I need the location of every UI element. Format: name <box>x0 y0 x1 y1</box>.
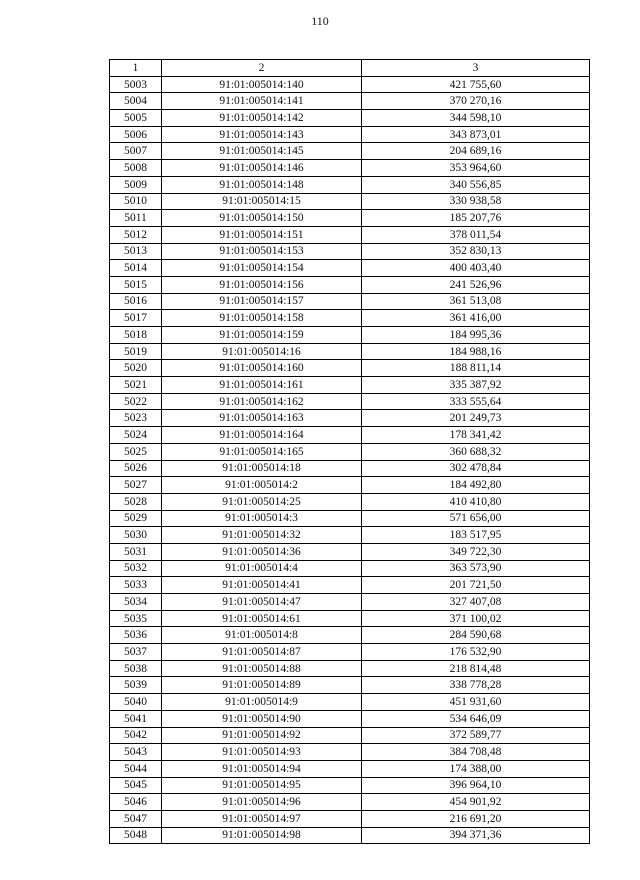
cadastral-number-cell: 91:01:005014:8 <box>162 627 362 644</box>
value-cell: 384 708,48 <box>362 744 590 761</box>
value-cell: 176 532,90 <box>362 644 590 661</box>
cadastral-number-cell: 91:01:005014:160 <box>162 360 362 377</box>
row-number-cell: 5004 <box>110 93 162 110</box>
table-row <box>110 377 590 394</box>
cadastral-number-cell: 91:01:005014:142 <box>162 110 362 127</box>
cadastral-number-cell: 91:01:005014:94 <box>162 760 362 777</box>
value-cell: 183 517,95 <box>362 527 590 544</box>
row-number-cell: 5031 <box>110 543 162 560</box>
cadastral-number-cell: 91:01:005014:97 <box>162 810 362 827</box>
value-cell: 340 556,85 <box>362 176 590 193</box>
value-cell: 361 513,08 <box>362 293 590 310</box>
value-cell: 241 526,96 <box>362 276 590 293</box>
cadastral-number-cell: 91:01:005014:3 <box>162 510 362 527</box>
cadastral-number-cell: 91:01:005014:87 <box>162 644 362 661</box>
row-number-cell: 5034 <box>110 594 162 611</box>
table-row <box>110 327 590 344</box>
cadastral-number-cell: 91:01:005014:151 <box>162 226 362 243</box>
row-number-cell: 5048 <box>110 827 162 844</box>
table-row <box>110 460 590 477</box>
value-cell: 451 931,60 <box>362 694 590 711</box>
row-number-cell: 5020 <box>110 360 162 377</box>
cadastral-number-cell: 91:01:005014:156 <box>162 276 362 293</box>
table-row <box>110 527 590 544</box>
value-cell: 571 656,00 <box>362 510 590 527</box>
value-cell: 184 988,16 <box>362 343 590 360</box>
cadastral-number-cell: 91:01:005014:141 <box>162 93 362 110</box>
value-cell: 344 598,10 <box>362 110 590 127</box>
table-row <box>110 143 590 160</box>
column-header-2: 2 <box>162 60 362 77</box>
column-header-1: 1 <box>110 60 162 77</box>
value-cell: 360 688,32 <box>362 443 590 460</box>
row-number-cell: 5042 <box>110 727 162 744</box>
cadastral-number-cell: 91:01:005014:61 <box>162 610 362 627</box>
row-number-cell: 5029 <box>110 510 162 527</box>
table-row <box>110 193 590 210</box>
row-number-cell: 5006 <box>110 126 162 143</box>
cadastral-number-cell: 91:01:005014:164 <box>162 427 362 444</box>
value-cell: 353 964,60 <box>362 160 590 177</box>
table-row <box>110 744 590 761</box>
cadastral-number-cell: 91:01:005014:96 <box>162 794 362 811</box>
value-cell: 216 691,20 <box>362 810 590 827</box>
row-number-cell: 5009 <box>110 176 162 193</box>
cadastral-number-cell: 91:01:005014:140 <box>162 76 362 93</box>
row-number-cell: 5038 <box>110 660 162 677</box>
table-row <box>110 226 590 243</box>
cadastral-number-cell: 91:01:005014:9 <box>162 694 362 711</box>
row-number-cell: 5003 <box>110 76 162 93</box>
row-number-cell: 5045 <box>110 777 162 794</box>
row-number-cell: 5018 <box>110 327 162 344</box>
value-cell: 333 555,64 <box>362 393 590 410</box>
row-number-cell: 5013 <box>110 243 162 260</box>
value-cell: 394 371,36 <box>362 827 590 844</box>
value-cell: 201 721,50 <box>362 577 590 594</box>
cadastral-number-cell: 91:01:005014:165 <box>162 443 362 460</box>
value-cell: 349 722,30 <box>362 543 590 560</box>
table-row <box>110 110 590 127</box>
row-number-cell: 5012 <box>110 226 162 243</box>
table-row <box>110 293 590 310</box>
cadastral-number-cell: 91:01:005014:148 <box>162 176 362 193</box>
table-row <box>110 644 590 661</box>
table-row <box>110 427 590 444</box>
table-row <box>110 794 590 811</box>
table-row <box>110 610 590 627</box>
cadastral-number-cell: 91:01:005014:18 <box>162 460 362 477</box>
value-cell: 185 207,76 <box>362 210 590 227</box>
table-row <box>110 694 590 711</box>
cadastral-number-cell: 91:01:005014:145 <box>162 143 362 160</box>
table-row <box>110 660 590 677</box>
cadastral-number-cell: 91:01:005014:150 <box>162 210 362 227</box>
row-number-cell: 5040 <box>110 694 162 711</box>
cadastral-number-cell: 91:01:005014:98 <box>162 827 362 844</box>
value-cell: 421 755,60 <box>362 76 590 93</box>
table-row <box>110 677 590 694</box>
table-row <box>110 260 590 277</box>
cadastral-number-cell: 91:01:005014:25 <box>162 493 362 510</box>
table-row <box>110 393 590 410</box>
row-number-cell: 5019 <box>110 343 162 360</box>
row-number-cell: 5030 <box>110 527 162 544</box>
value-cell: 361 416,00 <box>362 310 590 327</box>
cadastral-number-cell: 91:01:005014:16 <box>162 343 362 360</box>
cadastral-number-cell: 91:01:005014:159 <box>162 327 362 344</box>
cadastral-number-cell: 91:01:005014:93 <box>162 744 362 761</box>
cadastral-number-cell: 91:01:005014:4 <box>162 560 362 577</box>
cadastral-number-cell: 91:01:005014:162 <box>162 393 362 410</box>
value-cell: 371 100,02 <box>362 610 590 627</box>
table-row <box>110 126 590 143</box>
cadastral-number-cell: 91:01:005014:90 <box>162 710 362 727</box>
value-cell: 188 811,14 <box>362 360 590 377</box>
row-number-cell: 5025 <box>110 443 162 460</box>
value-cell: 454 901,92 <box>362 794 590 811</box>
value-cell: 343 873,01 <box>362 126 590 143</box>
row-number-cell: 5021 <box>110 377 162 394</box>
table-row <box>110 410 590 427</box>
value-cell: 400 403,40 <box>362 260 590 277</box>
row-number-cell: 5039 <box>110 677 162 694</box>
row-number-cell: 5028 <box>110 493 162 510</box>
table-row <box>110 710 590 727</box>
table-row <box>110 176 590 193</box>
cadastral-number-cell: 91:01:005014:41 <box>162 577 362 594</box>
row-number-cell: 5035 <box>110 610 162 627</box>
row-number-cell: 5017 <box>110 310 162 327</box>
table-row <box>110 810 590 827</box>
table-row <box>110 727 590 744</box>
table-row <box>110 477 590 494</box>
cadastral-number-cell: 91:01:005014:88 <box>162 660 362 677</box>
value-cell: 330 938,58 <box>362 193 590 210</box>
table-row <box>110 76 590 93</box>
value-cell: 534 646,09 <box>362 710 590 727</box>
value-cell: 378 011,54 <box>362 226 590 243</box>
cadastral-number-cell: 91:01:005014:2 <box>162 477 362 494</box>
row-number-cell: 5037 <box>110 644 162 661</box>
table-row <box>110 760 590 777</box>
table-row <box>110 160 590 177</box>
value-cell: 204 689,16 <box>362 143 590 160</box>
row-number-cell: 5022 <box>110 393 162 410</box>
cadastral-number-cell: 91:01:005014:47 <box>162 594 362 611</box>
table-row <box>110 543 590 560</box>
value-cell: 363 573,90 <box>362 560 590 577</box>
table-row <box>110 627 590 644</box>
table-header-row <box>110 60 590 77</box>
table-row <box>110 827 590 844</box>
column-header-3: 3 <box>362 60 590 77</box>
value-cell: 372 589,77 <box>362 727 590 744</box>
value-cell: 396 964,10 <box>362 777 590 794</box>
table-row <box>110 560 590 577</box>
row-number-cell: 5023 <box>110 410 162 427</box>
table-body <box>110 76 590 844</box>
cadastral-number-cell: 91:01:005014:153 <box>162 243 362 260</box>
row-number-cell: 5032 <box>110 560 162 577</box>
cadastral-number-cell: 91:01:005014:32 <box>162 527 362 544</box>
cadastral-number-cell: 91:01:005014:154 <box>162 260 362 277</box>
row-number-cell: 5008 <box>110 160 162 177</box>
row-number-cell: 5026 <box>110 460 162 477</box>
value-cell: 302 478,84 <box>362 460 590 477</box>
table-row <box>110 443 590 460</box>
value-cell: 184 492,80 <box>362 477 590 494</box>
table-row <box>110 343 590 360</box>
row-number-cell: 5036 <box>110 627 162 644</box>
table-row <box>110 577 590 594</box>
table-row <box>110 93 590 110</box>
cadastral-value-table <box>109 59 590 844</box>
table-row <box>110 310 590 327</box>
value-cell: 174 388,00 <box>362 760 590 777</box>
row-number-cell: 5014 <box>110 260 162 277</box>
row-number-cell: 5043 <box>110 744 162 761</box>
table-row <box>110 360 590 377</box>
row-number-cell: 5016 <box>110 293 162 310</box>
value-cell: 370 270,16 <box>362 93 590 110</box>
value-cell: 338 778,28 <box>362 677 590 694</box>
value-cell: 327 407,08 <box>362 594 590 611</box>
cadastral-number-cell: 91:01:005014:158 <box>162 310 362 327</box>
cadastral-number-cell: 91:01:005014:95 <box>162 777 362 794</box>
row-number-cell: 5027 <box>110 477 162 494</box>
table-row <box>110 777 590 794</box>
row-number-cell: 5011 <box>110 210 162 227</box>
cadastral-number-cell: 91:01:005014:15 <box>162 193 362 210</box>
row-number-cell: 5005 <box>110 110 162 127</box>
table-row <box>110 510 590 527</box>
row-number-cell: 5024 <box>110 427 162 444</box>
row-number-cell: 5010 <box>110 193 162 210</box>
row-number-cell: 5046 <box>110 794 162 811</box>
value-cell: 284 590,68 <box>362 627 590 644</box>
row-number-cell: 5041 <box>110 710 162 727</box>
table-row <box>110 276 590 293</box>
cadastral-number-cell: 91:01:005014:157 <box>162 293 362 310</box>
cadastral-number-cell: 91:01:005014:146 <box>162 160 362 177</box>
row-number-cell: 5015 <box>110 276 162 293</box>
value-cell: 410 410,80 <box>362 493 590 510</box>
cadastral-number-cell: 91:01:005014:92 <box>162 727 362 744</box>
table-row <box>110 493 590 510</box>
table-row <box>110 594 590 611</box>
row-number-cell: 5033 <box>110 577 162 594</box>
cadastral-number-cell: 91:01:005014:161 <box>162 377 362 394</box>
value-cell: 218 814,48 <box>362 660 590 677</box>
page-number: 110 <box>311 14 329 28</box>
value-cell: 201 249,73 <box>362 410 590 427</box>
row-number-cell: 5044 <box>110 760 162 777</box>
table-row <box>110 210 590 227</box>
cadastral-number-cell: 91:01:005014:163 <box>162 410 362 427</box>
value-cell: 178 341,42 <box>362 427 590 444</box>
table-row <box>110 243 590 260</box>
value-cell: 352 830,13 <box>362 243 590 260</box>
cadastral-number-cell: 91:01:005014:89 <box>162 677 362 694</box>
value-cell: 335 387,92 <box>362 377 590 394</box>
cadastral-number-cell: 91:01:005014:143 <box>162 126 362 143</box>
row-number-cell: 5047 <box>110 810 162 827</box>
value-cell: 184 995,36 <box>362 327 590 344</box>
cadastral-number-cell: 91:01:005014:36 <box>162 543 362 560</box>
row-number-cell: 5007 <box>110 143 162 160</box>
